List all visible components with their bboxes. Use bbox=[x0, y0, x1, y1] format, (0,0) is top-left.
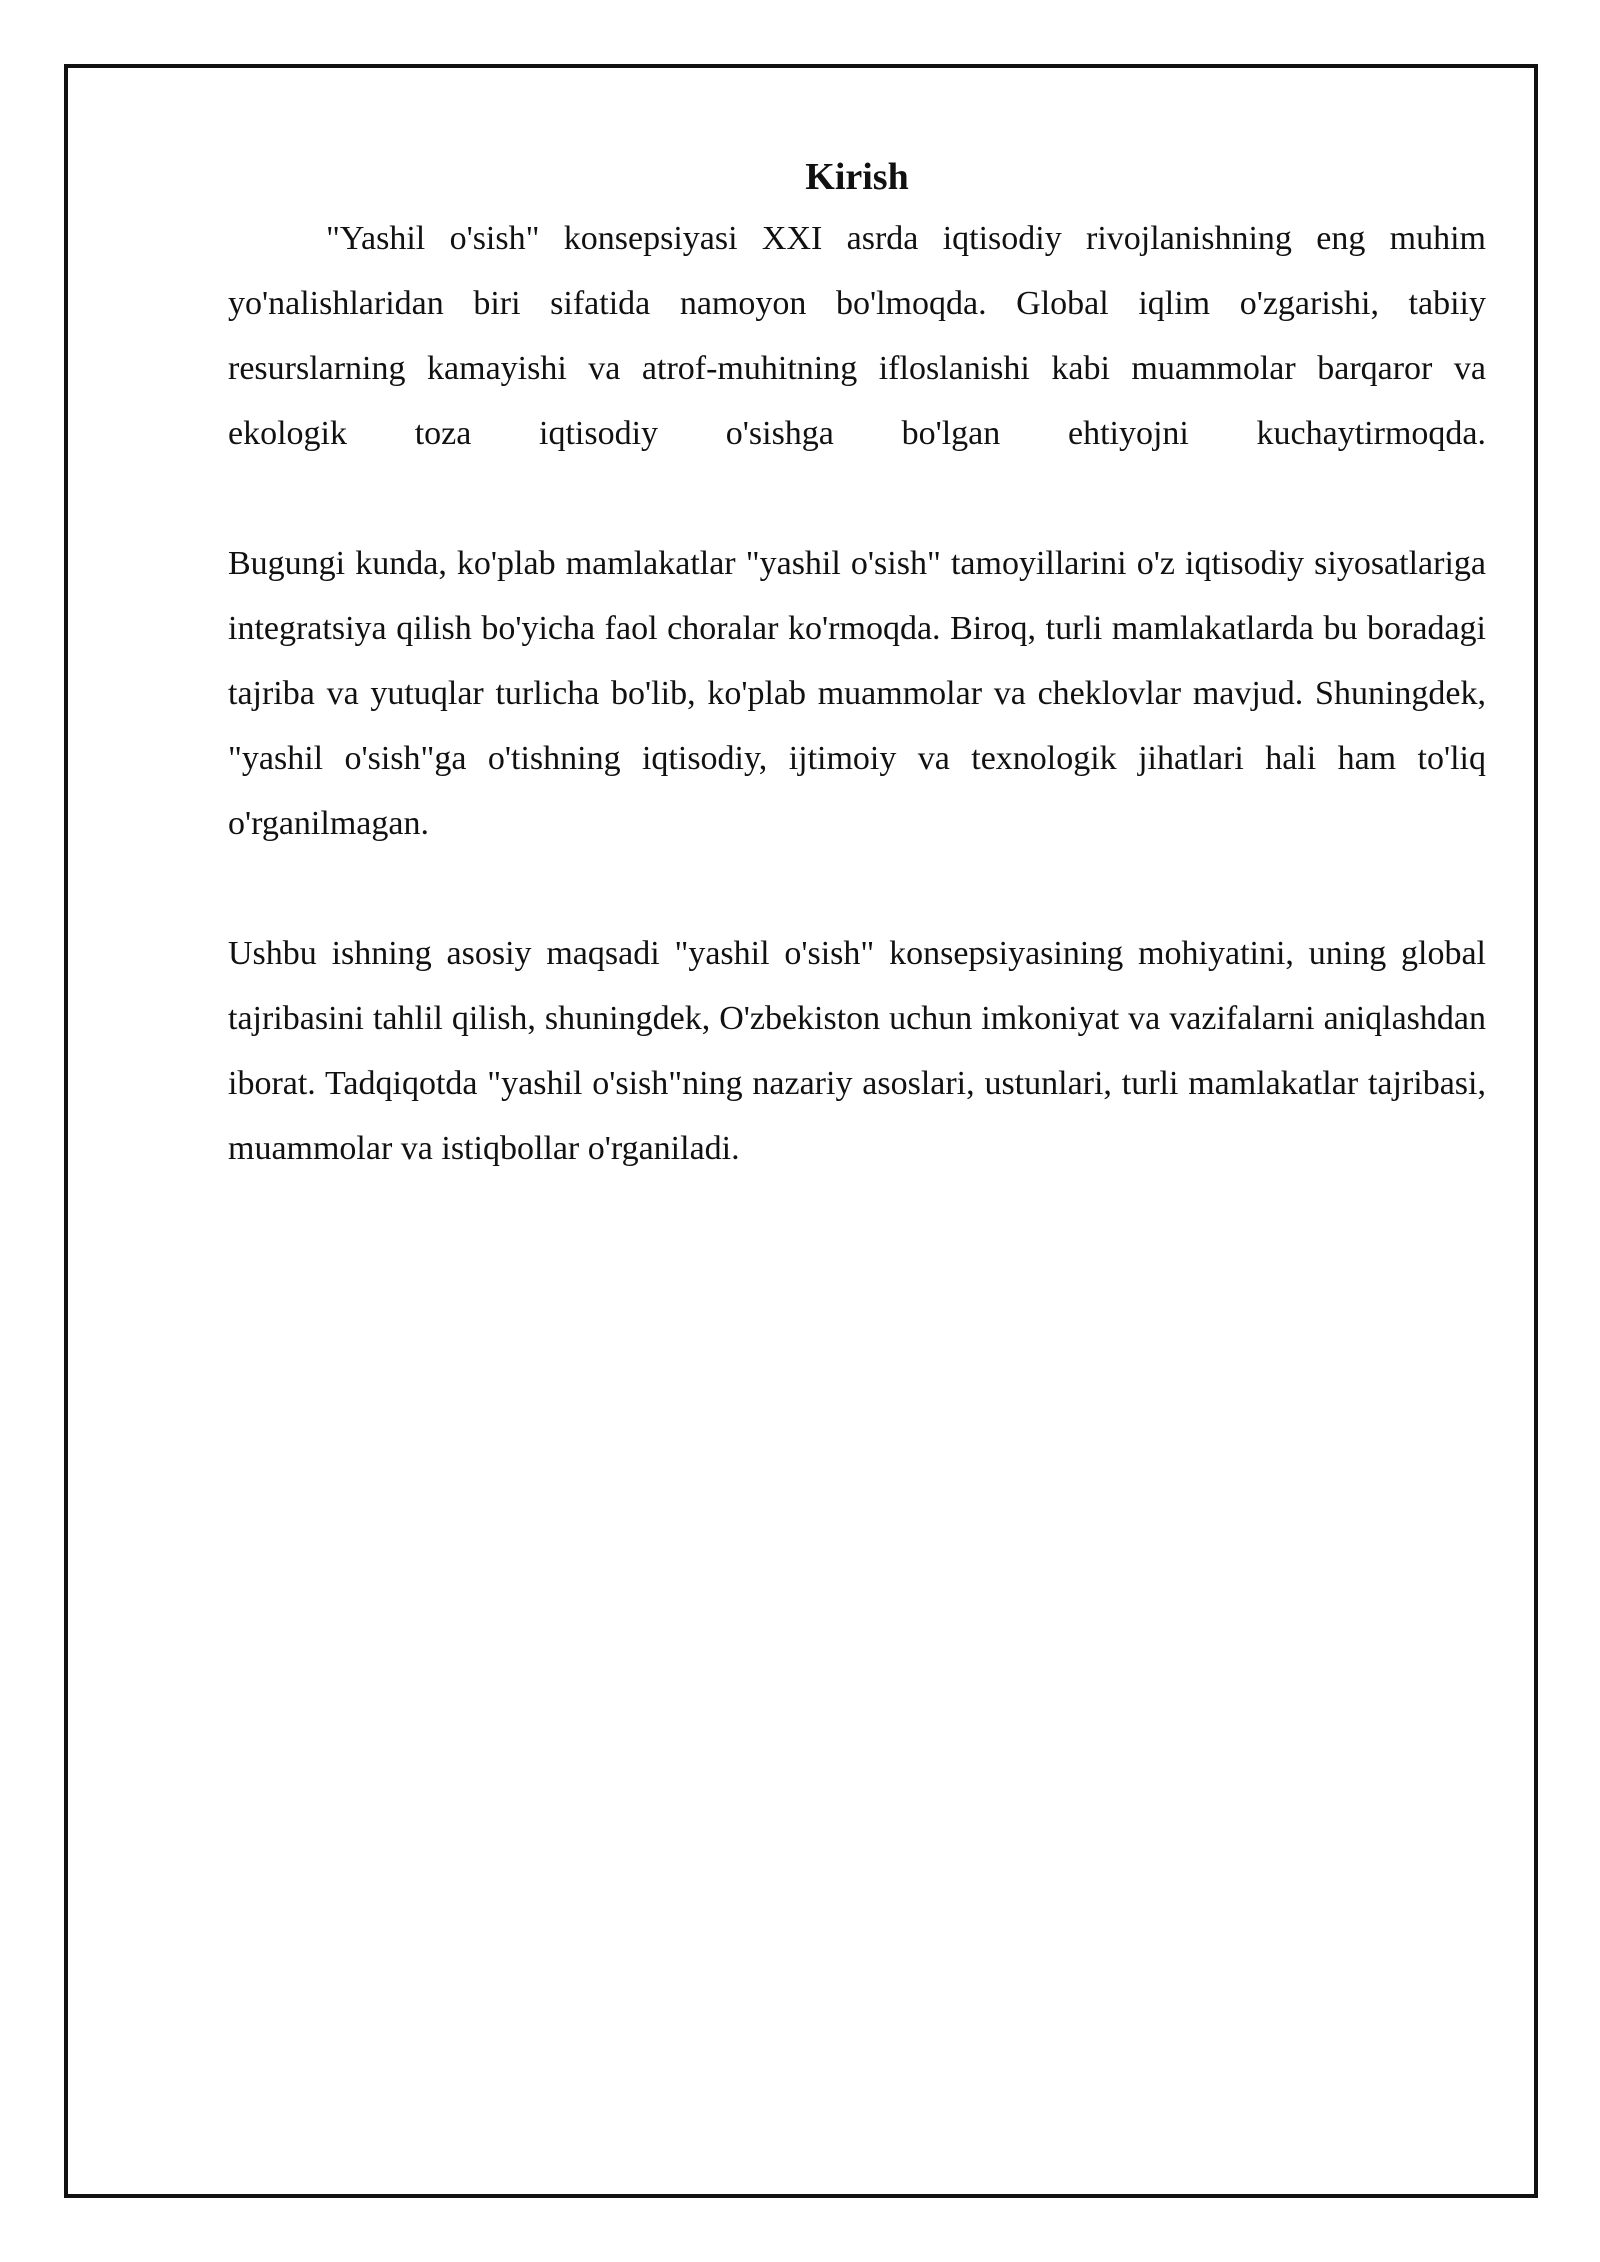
paragraph-1: "Yashil o'sish" konsepsiyasi XXI asrda iqtisodiy rivojlanishning eng muhim yo'nalishlaridan biri sifatida namoyon bo'lmoqda. Global iqlim o'zgarishi, tabiiy resurslarning kamayishi va atrof-muhitning ifloslanishi kabi muammolar barqaror va ekologik toza iqtisodiy o'sishga bo'lgan ehtiyojni kuchaytirmoqda. bbox=[228, 220, 1486, 452]
document-body bbox=[228, 148, 1486, 1181]
section-title: Kirish bbox=[805, 156, 909, 198]
paragraph-gap bbox=[228, 856, 1486, 921]
paragraph-2: Bugungi kunda, ko'plab mamlakatlar "yashil o'sish" tamoyillarini o'z iqtisodiy siyosatlariga integratsiya qilish bo'yicha faol choralar ko'rmoqda. Biroq, turli mamlakatlarda bu boradagi tajriba va yutuqlar turlicha bo'lib, ko'plab muammolar va cheklovlar mavjud. Shuningdek, "yashil o'sish"ga o'tishning iqtisodiy, ijtimoiy va texnologik jihatlari hali ham to'liq o'rganilmagan. bbox=[228, 545, 1486, 842]
paragraph-gap bbox=[228, 466, 1486, 531]
paragraph-3: Ushbu ishning asosiy maqsadi "yashil o'sish" konsepsiyasining mohiyatini, uning global tajribasini tahlil qilish, shuningdek, O'zbekiston uchun imkoniyat va vazifalarni aniqlashdan iborat. Tadqiqotda "yashil o'sish"ning nazariy asoslari, ustunlari, turli mamlakatlar tajribasi, muammolar va istiqbollar o'rganiladi. bbox=[228, 935, 1486, 1167]
